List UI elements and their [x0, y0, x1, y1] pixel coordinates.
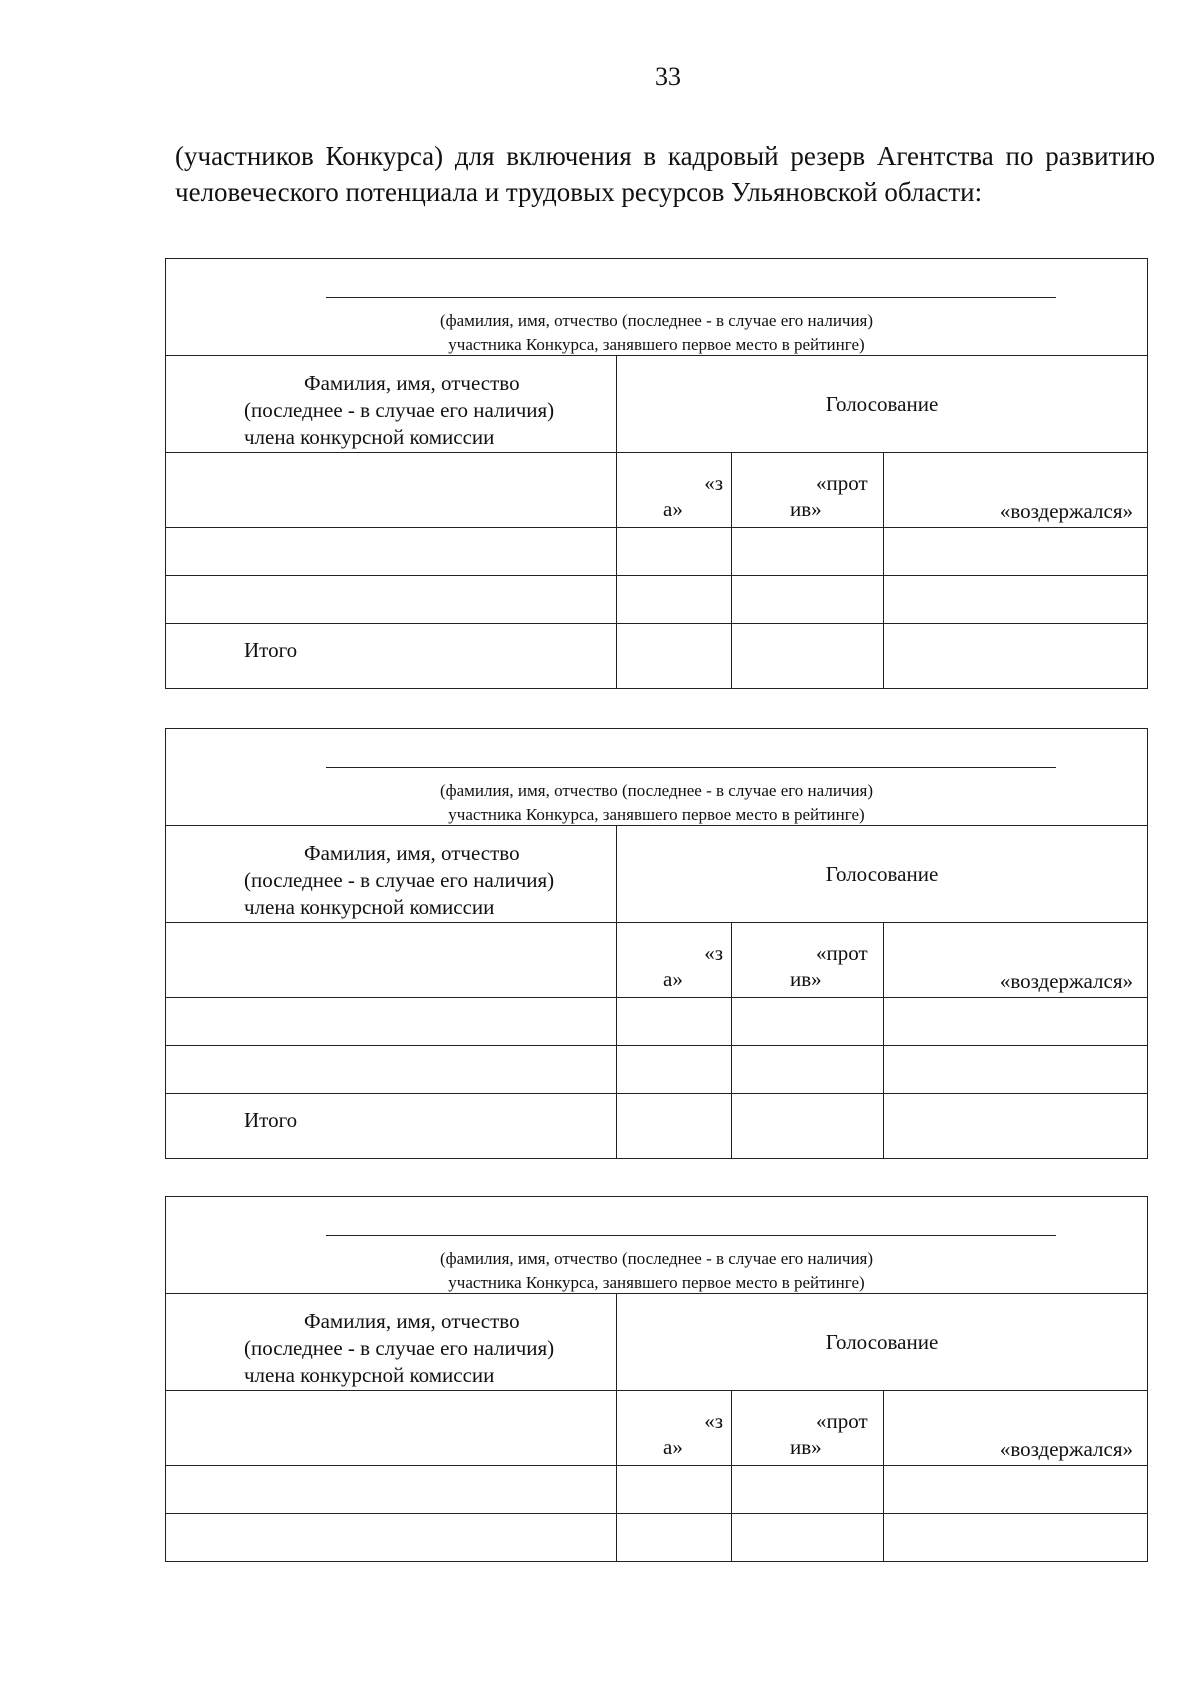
- vote-for-cell[interactable]: [617, 1046, 732, 1094]
- participant-name-cell[interactable]: [166, 259, 1148, 356]
- vote-against-cell[interactable]: [732, 1514, 884, 1562]
- member-name-cell[interactable]: [166, 998, 617, 1046]
- total-against-cell[interactable]: [732, 624, 884, 689]
- total-label: Итого: [166, 624, 617, 689]
- vote-against-cell[interactable]: [732, 1046, 884, 1094]
- page-number: 33: [655, 62, 681, 91]
- vote-for-cell[interactable]: [617, 576, 732, 624]
- voting-header: Голосование: [617, 356, 1148, 453]
- total-against-cell[interactable]: [732, 1094, 884, 1159]
- member-name-cell[interactable]: [166, 576, 617, 624]
- vote-abstain-header: «воздержался»: [884, 923, 1148, 998]
- vote-for-cell[interactable]: [617, 528, 732, 576]
- participant-name-cell[interactable]: [166, 729, 1148, 826]
- vote-for-cell[interactable]: [617, 1466, 732, 1514]
- vote-for-header: «з а»: [617, 453, 732, 528]
- table-row: [166, 1466, 1148, 1514]
- vote-abstain-cell[interactable]: [884, 1514, 1148, 1562]
- participant-caption: (фамилия, имя, отчество (последнее - в случае его наличия) участника Конкурса, занявшего первое место в рейтинге): [439, 781, 874, 824]
- empty-cell: [166, 923, 617, 998]
- intro-text: (участников Конкурса) для включения в кадровый резерв Агентства по развитию человеческого потенциала и трудовых ресурсов Ульяновской области:: [175, 141, 1155, 207]
- vote-against-cell[interactable]: [732, 1466, 884, 1514]
- voting-table-2: [165, 728, 1148, 1159]
- member-name-cell[interactable]: [166, 1514, 617, 1562]
- total-label: Итого: [166, 1094, 617, 1159]
- total-row: [166, 624, 1148, 689]
- vote-abstain-cell[interactable]: [884, 528, 1148, 576]
- total-abstain-cell[interactable]: [884, 1094, 1148, 1159]
- vote-abstain-header: «воздержался»: [884, 453, 1148, 528]
- table-row: [166, 998, 1148, 1046]
- total-abstain-cell[interactable]: [884, 624, 1148, 689]
- total-for-cell[interactable]: [617, 1094, 732, 1159]
- participant-name-cell[interactable]: [166, 1197, 1148, 1294]
- total-row: [166, 1094, 1148, 1159]
- vote-against-header: «прот ив»: [732, 1391, 884, 1466]
- table-row: [166, 528, 1148, 576]
- table-row: [166, 1514, 1148, 1562]
- voting-table-3: [165, 1196, 1148, 1562]
- vote-abstain-cell[interactable]: [884, 1466, 1148, 1514]
- table-row: [166, 576, 1148, 624]
- member-name-cell[interactable]: [166, 528, 617, 576]
- empty-cell: [166, 453, 617, 528]
- voting-header: Голосование: [617, 1294, 1148, 1391]
- vote-for-header: «з а»: [617, 923, 732, 998]
- vote-against-cell[interactable]: [732, 528, 884, 576]
- vote-for-header: «з а»: [617, 1391, 732, 1466]
- name-underline: [326, 297, 1056, 298]
- vote-abstain-header: «воздержался»: [884, 1391, 1148, 1466]
- voting-header: Голосование: [617, 826, 1148, 923]
- participant-caption: (фамилия, имя, отчество (последнее - в случае его наличия) участника Конкурса, занявшего первое место в рейтинге): [439, 1249, 874, 1292]
- name-underline: [326, 767, 1056, 768]
- member-column-header: Фамилия, имя, отчество (последнее - в случае его наличия) члена конкурсной комиссии: [166, 356, 617, 453]
- intro-paragraph: [175, 138, 1155, 210]
- vote-against-header: «прот ив»: [732, 453, 884, 528]
- vote-against-header: «прот ив»: [732, 923, 884, 998]
- empty-cell: [166, 1391, 617, 1466]
- member-name-cell[interactable]: [166, 1466, 617, 1514]
- vote-abstain-cell[interactable]: [884, 576, 1148, 624]
- table-row: [166, 1046, 1148, 1094]
- vote-against-cell[interactable]: [732, 576, 884, 624]
- vote-abstain-cell[interactable]: [884, 998, 1148, 1046]
- name-underline: [326, 1235, 1056, 1236]
- participant-caption: (фамилия, имя, отчество (последнее - в случае его наличия) участника Конкурса, занявшего первое место в рейтинге): [439, 311, 874, 354]
- voting-table-1: [165, 258, 1148, 689]
- member-column-header: Фамилия, имя, отчество (последнее - в случае его наличия) члена конкурсной комиссии: [166, 826, 617, 923]
- member-name-cell[interactable]: [166, 1046, 617, 1094]
- vote-against-cell[interactable]: [732, 998, 884, 1046]
- member-column-header: Фамилия, имя, отчество (последнее - в случае его наличия) члена конкурсной комиссии: [166, 1294, 617, 1391]
- vote-abstain-cell[interactable]: [884, 1046, 1148, 1094]
- vote-for-cell[interactable]: [617, 1514, 732, 1562]
- vote-for-cell[interactable]: [617, 998, 732, 1046]
- total-for-cell[interactable]: [617, 624, 732, 689]
